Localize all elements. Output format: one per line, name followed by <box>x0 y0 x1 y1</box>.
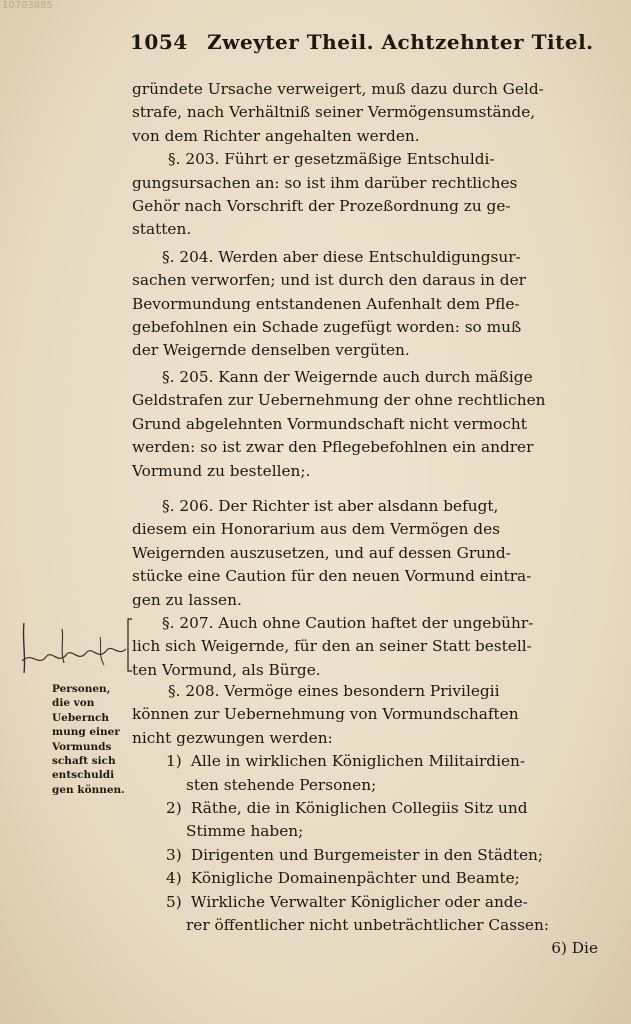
text-line: gründete Ursache verweigert, muß dazu durch Geld- <box>132 80 544 98</box>
list-text: Räthe, die in Königlichen Collegiis Sitz und <box>190 798 528 817</box>
text-line: Gehör nach Vorschrift der Prozeßordnung zu ge- <box>132 196 511 215</box>
text-line: gebefohlnen ein Schade zugefügt worden: so muß <box>132 317 522 336</box>
list-item <box>132 750 602 773</box>
page-number: 1054 <box>130 30 188 54</box>
text-line: können zur Uebernehmung von Vormundschaften <box>132 705 519 724</box>
text-line: lich sich Weigernde, für den an seiner Statt bestell- <box>132 637 532 656</box>
text-line: werden: so ist zwar den Pflegebefohlnen ein andrer <box>132 438 534 457</box>
body-text-top <box>132 78 602 363</box>
text-line: ten Vormund, als Bürge. <box>132 660 321 679</box>
list-text: Dirigenten und Burgemeister in den Städten; <box>190 845 544 864</box>
list-continuation: sten stehende Personen; <box>186 775 377 794</box>
text-line: gen zu lassen. <box>132 590 242 609</box>
list-number: 1) <box>166 752 182 771</box>
list-text: Königliche Domainenpächter und Beamte; <box>190 869 520 888</box>
margin-note-line: gen können. <box>52 783 125 796</box>
text-line: von dem Richter angehalten werden. <box>132 126 420 145</box>
library-shelfmark: 10703885 <box>2 0 53 11</box>
margin-note-line: Personen, <box>52 683 111 695</box>
running-title: Zweyter Theil. Achtzehnter Titel. <box>207 30 594 54</box>
list-text: Alle in wirklichen Königlichen Militairdien- <box>190 752 526 771</box>
body-text-middle <box>132 366 602 682</box>
paragraph-208-start: §. 208. Vermöge eines besondern Privilegii <box>168 682 500 700</box>
text-line: Grund abgelehnten Vormundschaft nicht vermocht <box>132 414 527 433</box>
list-text: Wirkliche Verwalter Königlicher oder ande- <box>190 892 528 911</box>
paragraph-203-start: §. 203. Führt er gesetzmäßige Entschuldi- <box>168 150 495 169</box>
margin-note-line: mung einer <box>52 726 120 739</box>
paragraph-206-start: §. 206. Der Richter ist aber alsdann befugt, <box>162 496 499 515</box>
margin-note-line: Uebernch <box>52 711 110 724</box>
margin-note-line: Vormunds <box>52 740 112 753</box>
list-number: 3) <box>166 845 182 864</box>
text-line: statten. <box>132 220 192 239</box>
text-line: Geldstrafen zur Uebernehmung der ohne rechtlichen <box>132 391 546 410</box>
text-line: Weigernden auszusetzen, und auf dessen Grund- <box>132 543 511 562</box>
text-line: der Weigernde denselben vergüten. <box>132 341 410 360</box>
text-line: Vormund zu bestellen;. <box>132 461 311 480</box>
margin-note-line: die von <box>52 697 95 710</box>
list-number: 4) <box>166 869 182 888</box>
list-number: 5) <box>166 892 182 911</box>
list-item <box>132 891 602 914</box>
running-header <box>130 30 594 54</box>
text-line: nicht gezwungen werden: <box>132 728 333 747</box>
list-item <box>132 844 602 867</box>
body-text-bottom <box>132 680 602 961</box>
text-line: stücke eine Caution für den neuen Vormund eintra- <box>132 567 532 586</box>
text-line: sachen verworfen; und ist durch den daraus in der <box>132 271 526 290</box>
text-line: Bevormundung entstandenen Aufenhalt dem Pfle- <box>132 294 520 313</box>
list-number: 2) <box>166 798 182 817</box>
paragraph-207-start: §. 207. Auch ohne Caution haftet der ungebühr- <box>162 613 534 632</box>
text-line: strafe, nach Verhältniß seiner Vermögensumstände, <box>132 103 536 122</box>
margin-note <box>52 682 136 797</box>
list-item <box>132 867 602 890</box>
handwritten-signature <box>18 617 136 677</box>
paragraph-205-start: §. 205. Kann der Weigernde auch durch mäßige <box>162 368 533 386</box>
paragraph-204-start: §. 204. Werden aber diese Entschuldigungsur- <box>162 247 521 266</box>
text-line: gungsursachen an: so ist ihm darüber rechtliches <box>132 173 518 192</box>
catchword: 6) Die <box>551 939 598 958</box>
margin-note-line: entschuldi <box>52 769 115 782</box>
list-item <box>132 797 602 820</box>
text-line: diesem ein Honorarium aus dem Vermögen des <box>132 520 501 539</box>
margin-note-line: schaft sich <box>52 755 116 768</box>
list-continuation: Stimme haben; <box>186 822 304 841</box>
list-continuation: rer öffentlicher nicht unbeträchtlicher Cassen: <box>186 915 549 934</box>
